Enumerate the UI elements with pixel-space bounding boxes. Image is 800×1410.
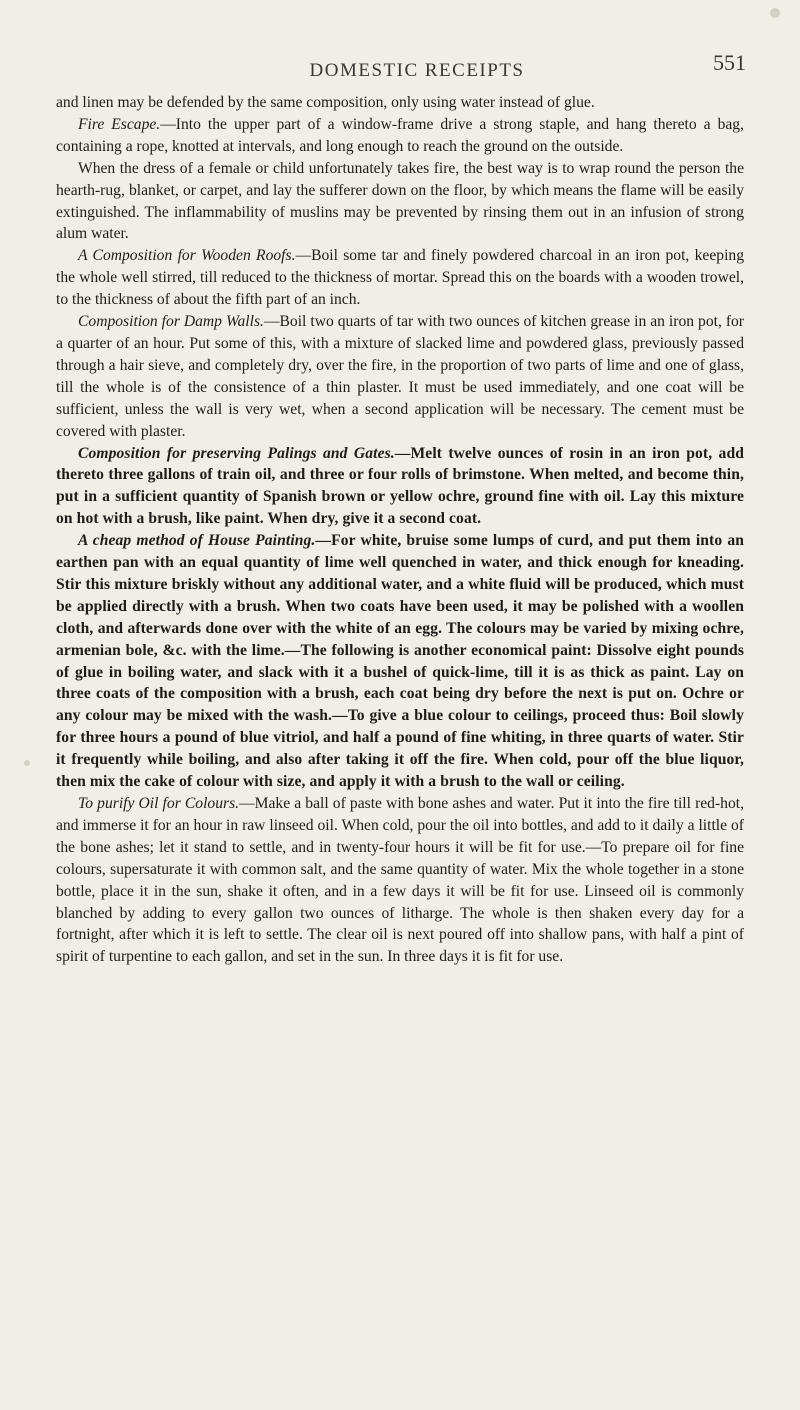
paragraph-heading: Composition for preserving Palings and Gates. xyxy=(78,444,395,462)
paragraph-heading: Fire Escape. xyxy=(78,115,161,133)
paragraph-heading: A cheap method of House Painting. xyxy=(78,532,316,550)
ink-spot xyxy=(24,760,30,766)
paragraph-heading: To purify Oil for Colours. xyxy=(78,795,240,812)
paragraph-heading: Composition for Damp Walls. xyxy=(78,313,264,331)
paragraph-heading: A Composition for Wooden Roofs. xyxy=(78,247,296,265)
running-title: DOMESTIC RECEIPTS xyxy=(309,60,525,81)
paragraph-damp-walls xyxy=(56,311,744,442)
paragraph-purify-oil xyxy=(56,793,744,968)
paragraph-text: —Make a ball of paste with bone ashes and water. Put it into the fire till red-hot, and immerse it for an hour in raw linseed oil. When cold, pour the oil into bottles, and add to it daily a little of the bone ashes; let it stand to settle, and in twenty-four hours it will be fit for use.—To prepare oil for fine colours, supersaturate it with common salt, and the same quantity of water. Mix the whole together in a stone bottle, place it in the sun, shake it often, and in a few days it will be fit for use. Linseed oil is commonly blanched by adding to every gallon two ounces of litharge. The whole is then shaken every day for a fortnight, after which it is left to settle. The clear oil is next poured off into shallow pans, with half a pint of spirit of turpentine to each gallon, and set in the sun. In three days it is fit for use. xyxy=(56,795,744,966)
running-head xyxy=(82,42,752,82)
paragraph-text: —Melt twelve ounces of rosin in an iron pot, add thereto three gallons of train oil, and three or four rolls of brimstone. When melted, and become thin, put in a sufficient quantity of Spanish brown or yellow ochre, ground fine with oil. Lay this mixture on hot with a brush, like paint. When dry, give it a second coat. xyxy=(56,444,744,528)
paragraph-text: —For white, bruise some lumps of curd, and put them into an earthen pan with an equal quantity of lime well quenched in water, and thick enough for kneading. Stir this mixture briskly without any additional water, and a white fluid will be produced, which must be applied directly with a brush. When two coats have been used, it may be polished with a woollen cloth, and afterwards done over with the white of an egg. The colours may be varied by mixing ochre, armenian bole, &c. with the lime.—The following is another economical paint: Dissolve eight pounds of glue in boiling water, and slack with it a bushel of quick-lime, till it is as thick as paint. Lay on three coats of the composition with a brush, each coat being dry before the next is put on. Ochre or any colour may be mixed with the wash.—To give a blue colour to ceilings, proceed thus: Boil slowly for three hours a pound of blue vitriol, and half a pound of fine whiting, in three quarts of water. Stir it frequently while boiling, and also after taking it off the fire. When cold, pour off the blue liquor, then mix the cake of colour with size, and apply it with a brush to the wall or ceiling. xyxy=(56,532,744,791)
paragraph-text: and linen may be defended by the same composition, only using water instead of glue. xyxy=(56,94,595,111)
paragraph-text: —Boil some tar and finely powdered charcoal in an iron pot, keeping the whole well stirred, till reduced to the thickness of mortar. Spread this on the boards with a wooden trowel, to the thickness of about the fifth part of an inch. xyxy=(56,247,744,309)
paragraph-palings-gates xyxy=(56,443,744,531)
paragraph-fire-escape xyxy=(56,114,744,158)
paragraph-wooden-roofs xyxy=(56,245,744,311)
paragraph-text: —Boil two quarts of tar with two ounces of kitchen grease in an iron pot, for a quarter of an hour. Put some of this, with a mixture of slacked lime and powdered glass, previously passed through a hair sieve, and completely dry, over the fire, in the proportion of two parts of lime and one of glass, till the whole is of the consistence of a thin plaster. It must be used immediately, and one coat will be sufficient, unless the wall is very wet, when a second application will be necessary. The cement must be covered with plaster. xyxy=(56,313,744,440)
paragraph-burning-dress xyxy=(56,158,744,246)
page-number: 551 xyxy=(713,50,746,75)
paragraph-text: —Into the upper part of a window-frame drive a strong staple, and hang thereto a bag, containing a rope, knotted at intervals, and long enough to reach the ground on the outside. xyxy=(56,115,744,155)
paragraph-text: When the dress of a female or child unfortunately takes fire, the best way is to wrap round the person the hearth-rug, blanket, or carpet, and lay the sufferer down on the floor, by which means the flame will be easily extinguished. The inflammability of muslins may be prevented by rinsing them out in an infusion of strong alum water. xyxy=(56,159,744,243)
paragraph-house-painting xyxy=(56,530,744,793)
ink-spot xyxy=(770,8,780,18)
body-text xyxy=(56,92,744,968)
paragraph-continuation xyxy=(56,92,744,114)
